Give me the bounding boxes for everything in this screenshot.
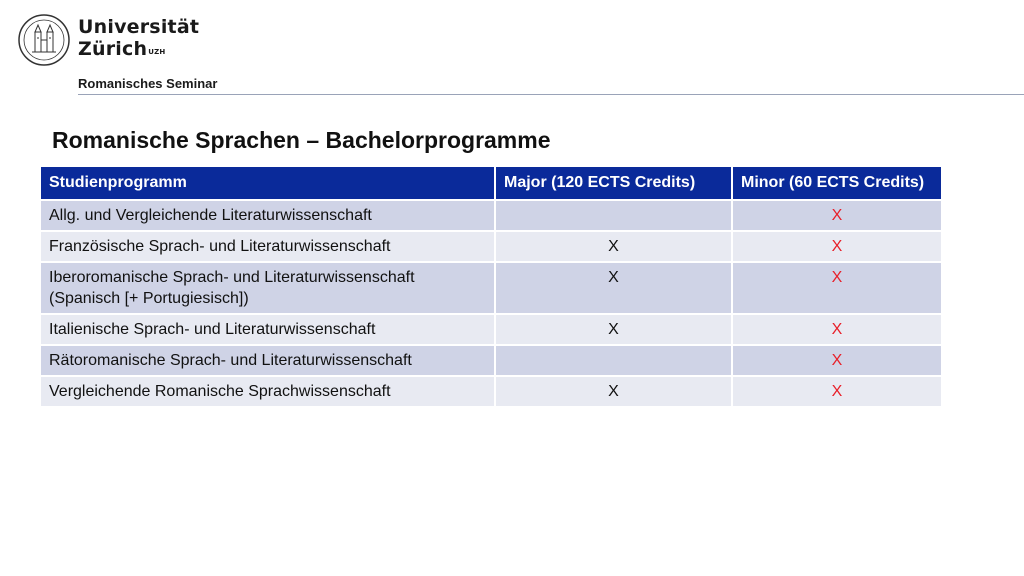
header-divider — [78, 94, 1024, 95]
program-cell: Allg. und Vergleichende Literaturwissenschaft — [41, 200, 495, 231]
table-row — [41, 231, 941, 262]
table-row — [41, 314, 941, 345]
table-header-row — [41, 167, 941, 200]
table-row — [41, 376, 941, 407]
major-cell: X — [495, 314, 732, 345]
program-table — [41, 167, 941, 408]
minor-cell: X — [732, 314, 941, 345]
university-abbrev: UZH — [148, 48, 166, 56]
minor-cell: X — [732, 231, 941, 262]
university-wordmark — [78, 16, 199, 60]
university-name-line1: Universität — [78, 16, 200, 38]
minor-cell: X — [732, 200, 941, 231]
table-row — [41, 345, 941, 376]
university-name-line2 — [78, 38, 199, 60]
table-row — [41, 262, 941, 314]
university-city: Zürich — [78, 38, 148, 60]
column-header-minor: Minor (60 ECTS Credits) — [732, 167, 941, 200]
major-cell: X — [495, 376, 732, 407]
program-cell: Italienische Sprach- und Literaturwissenschaft — [41, 314, 495, 345]
major-cell — [495, 345, 732, 376]
program-cell: Französische Sprach- und Literaturwissenschaft — [41, 231, 495, 262]
program-cell: Iberoromanische Sprach- und Literaturwissenschaft (Spanisch [+ Portugiesisch]) — [41, 262, 495, 314]
column-header-major: Major (120 ECTS Credits) — [495, 167, 732, 200]
major-cell: X — [495, 231, 732, 262]
slide-title: Romanische Sprachen – Bachelorprogramme — [52, 127, 551, 153]
program-cell: Vergleichende Romanische Sprachwissenschaft — [41, 376, 495, 407]
minor-cell: X — [732, 376, 941, 407]
program-cell: Rätoromanische Sprach- und Literaturwissenschaft — [41, 345, 495, 376]
minor-cell: X — [732, 345, 941, 376]
uzh-seal-icon — [18, 14, 70, 66]
major-cell: X — [495, 262, 732, 314]
table-row — [41, 200, 941, 231]
major-cell — [495, 200, 732, 231]
column-header-program: Studienprogramm — [41, 167, 495, 200]
minor-cell: X — [732, 262, 941, 314]
seminar-name: Romanisches Seminar — [78, 76, 218, 91]
